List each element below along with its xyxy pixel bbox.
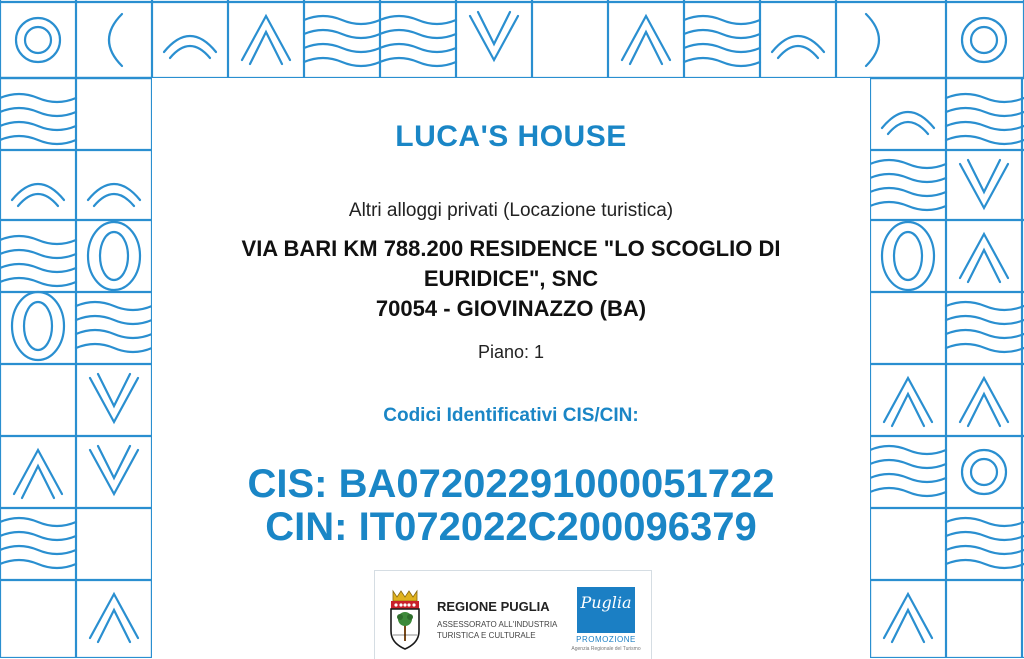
promo-subtitle: Agenzia Regionale del Turismo	[571, 646, 641, 652]
codes-heading: Codici Identificativi CIS/CIN:	[383, 405, 639, 426]
region-subtitle: ASSESSORATO ALL'INDUSTRIA	[437, 620, 558, 629]
address-city: 70054 - GIOVINAZZO (BA)	[375, 296, 647, 321]
promo-logo-script: Puglia	[580, 593, 632, 612]
regione-puglia-crest-icon	[385, 587, 425, 655]
region-subtitle-2: TURISTICA E CULTURALE	[437, 631, 536, 640]
cin-code: CIN: IT072022C200096379	[265, 505, 757, 549]
floor-label: Piano: 1	[477, 342, 545, 362]
sponsor-logos	[374, 570, 652, 659]
promo-name: PROMOZIONE	[576, 635, 636, 644]
region-name: REGIONE PUGLIA	[437, 599, 550, 614]
listing-title: LUCA'S HOUSE	[395, 120, 627, 153]
address-block	[152, 234, 870, 324]
cis-code: CIS: BA07202291000051722	[247, 462, 775, 506]
accommodation-type: Altri alloggi privati (Locazione turistica)	[348, 200, 674, 221]
address-street: VIA BARI KM 788.200 RESIDENCE "LO SCOGLIO DI EURIDICE", SNC	[241, 236, 781, 291]
